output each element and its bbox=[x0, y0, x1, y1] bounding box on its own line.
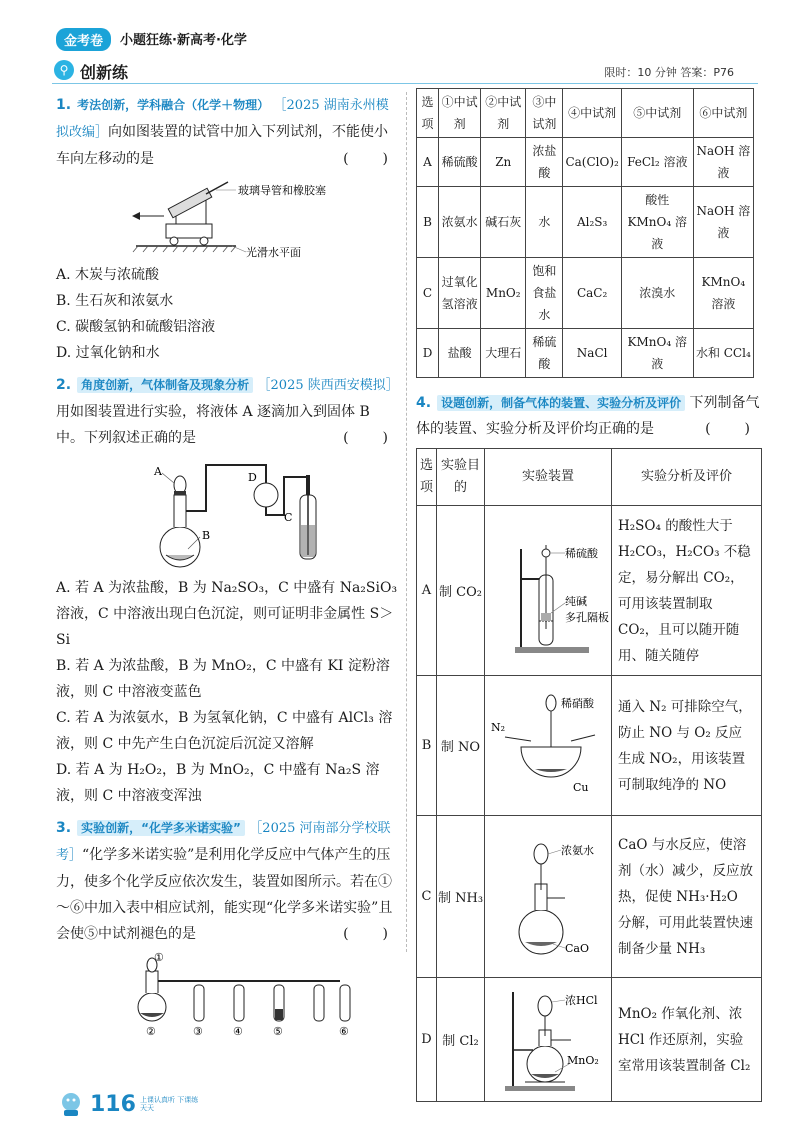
label-b: B bbox=[202, 529, 211, 542]
label-ammonia: 浓氨水 bbox=[561, 843, 594, 857]
answer-blank[interactable]: ( ) bbox=[343, 151, 390, 167]
table-cell: 大理石 bbox=[481, 329, 526, 378]
question-tag: 角度创新，气体制备及现象分析 bbox=[77, 377, 253, 393]
question-2 bbox=[56, 372, 400, 451]
label-porous-plate: 多孔隔板 bbox=[565, 610, 609, 624]
apparatus-cell bbox=[485, 506, 612, 676]
question-1 bbox=[56, 92, 400, 172]
analysis-text: CaO 与水反应，使溶剂（水）减少，反应放热，促使 NH₃·H₂O 分解，可用此装置快速制备少量 NH₃ bbox=[612, 816, 762, 978]
column-header: ④中试剂 bbox=[563, 89, 621, 138]
table-cell: A bbox=[417, 138, 439, 187]
experiment-aim: 制 NO bbox=[437, 676, 485, 816]
table-cell: 浓氨水 bbox=[439, 187, 481, 258]
table-cell: 盐酸 bbox=[439, 329, 481, 378]
table-cell: NaOH 溶液 bbox=[693, 187, 753, 258]
question-number: 3. bbox=[56, 820, 72, 836]
question-source: ［2025 陕西西安模拟］ bbox=[257, 378, 399, 393]
table-cell: FeCl₂ 溶液 bbox=[621, 138, 693, 187]
label-conc-hcl: 浓HCl bbox=[565, 993, 598, 1007]
label-c: C bbox=[284, 511, 293, 524]
table-cell: B bbox=[417, 187, 439, 258]
label-cao: CaO bbox=[565, 941, 589, 955]
column-header: ③中试剂 bbox=[526, 89, 563, 138]
mascot-icon bbox=[56, 1090, 86, 1118]
question-tag: 考法创新，学科融合（化学＋物理） bbox=[77, 98, 270, 112]
column-header: 选项 bbox=[417, 89, 439, 138]
label-d: D bbox=[248, 471, 257, 484]
table-cell: 水和 CCl₄ bbox=[693, 329, 753, 378]
label-mno2: MnO₂ bbox=[567, 1053, 599, 1067]
label-floor: 光滑水平面 bbox=[246, 246, 301, 258]
right-column bbox=[416, 88, 762, 1102]
question-4 bbox=[416, 390, 762, 442]
label-nitric-acid: 稀硝酸 bbox=[561, 696, 594, 710]
label-1: ① bbox=[154, 951, 164, 964]
table-cell: MnO₂ bbox=[481, 258, 526, 329]
analysis-text: 通入 N₂ 可排除空气，防止 NO 与 O₂ 反应生成 NO₂，用该装置可制取纯净的 NO bbox=[612, 676, 762, 816]
column-header: 选项 bbox=[417, 449, 437, 506]
question-stem: “化学多米诺实验”是利用化学反应中气体产生的压力，使多个化学反应依次发生，装置如图所示。若在①～⑥中加入表中相应试剂，能实现“化学多米诺实验”且会使⑤中试剂褪色的是 bbox=[56, 847, 393, 942]
label-tube: 玻璃导管和橡胶塞 bbox=[238, 184, 326, 197]
table-cell: 酸性 KMnO₄ 溶液 bbox=[621, 187, 693, 258]
question-source: ［2025 河南部分学校联考］ bbox=[56, 821, 391, 863]
experiment-aim: 制 NH₃ bbox=[437, 816, 485, 978]
no-apparatus-diagram bbox=[485, 679, 611, 809]
experiment-aim: 制 CO₂ bbox=[437, 506, 485, 676]
option-a[interactable]: A. 木炭与浓硫酸 bbox=[56, 267, 160, 283]
question-3 bbox=[56, 815, 400, 947]
time-info: 限时：10 分钟 答案：P76 bbox=[604, 66, 734, 79]
q3-reagent-table bbox=[416, 88, 754, 378]
cart-diagram bbox=[56, 176, 400, 258]
option-label: D bbox=[417, 978, 437, 1102]
figure-cart bbox=[56, 176, 400, 258]
option-label: C bbox=[417, 816, 437, 978]
question-number: 1. bbox=[56, 97, 72, 113]
table-cell: Ca(ClO)₂ bbox=[563, 138, 621, 187]
table-cell: KMnO₄ 溶液 bbox=[693, 258, 753, 329]
footer-slogan: 上课认真听 下课练天天 bbox=[140, 1096, 199, 1112]
figure-gas-apparatus bbox=[56, 455, 400, 571]
option-d[interactable]: D. 若 A 为 H₂O₂，B 为 MnO₂，C 中盛有 Na₂S 溶液，则 C 中溶液变浑浊 bbox=[56, 762, 380, 804]
table-cell: 碱石灰 bbox=[481, 187, 526, 258]
cl2-apparatus-diagram bbox=[485, 980, 611, 1096]
analysis-text: H₂SO₄ 的酸性大于 H₂CO₃，H₂CO₃ 不稳定，易分解出 CO₂，可用该装置制取 CO₂，且可以随开随用、随关随停 bbox=[612, 506, 762, 676]
question-number: 4. bbox=[416, 395, 432, 411]
page-header bbox=[56, 26, 756, 50]
table-cell: 水 bbox=[526, 187, 563, 258]
brand-badge: 金考卷 bbox=[56, 28, 111, 51]
page-number: 116 bbox=[90, 1092, 136, 1117]
option-label: A bbox=[417, 506, 437, 676]
question-source: ［2025 湖南永州模拟改编］ bbox=[56, 98, 389, 140]
label-soda: 纯碱 bbox=[565, 594, 587, 608]
experiment-aim: 制 Cl₂ bbox=[437, 978, 485, 1102]
column-header: ⑥中试剂 bbox=[693, 89, 753, 138]
magnifier-icon: ⚲ bbox=[54, 60, 74, 80]
table-cell: CaC₂ bbox=[563, 258, 621, 329]
table-cell: NaOH 溶液 bbox=[693, 138, 753, 187]
option-c[interactable]: C. 若 A 为浓氨水，B 为氢氧化钠，C 中盛有 AlCl₃ 溶液，则 C 中先产生白色沉淀后沉淀又溶解 bbox=[56, 710, 393, 752]
section-title: 创新练 bbox=[80, 63, 129, 82]
nh3-apparatus-diagram bbox=[485, 820, 611, 970]
option-c[interactable]: C. 碳酸氢钠和硫酸铝溶液 bbox=[56, 319, 216, 335]
option-b[interactable]: B. 若 A 为浓盐酸，B 为 MnO₂，C 中盛有 KI 淀粉溶液，则 C 中溶液变蓝色 bbox=[56, 658, 390, 700]
table-header-row bbox=[417, 449, 762, 506]
apparatus-cell bbox=[485, 816, 612, 978]
column-header: ②中试剂 bbox=[481, 89, 526, 138]
apparatus-cell bbox=[485, 676, 612, 816]
table-row[interactable] bbox=[417, 329, 754, 378]
q4-apparatus-table bbox=[416, 448, 762, 1102]
column-header: ①中试剂 bbox=[439, 89, 481, 138]
label-2: ② bbox=[146, 1025, 156, 1037]
table-cell: C bbox=[417, 258, 439, 329]
table-row[interactable] bbox=[417, 187, 754, 258]
answer-blank[interactable]: ( ) bbox=[343, 926, 390, 942]
label-acid: 稀硫酸 bbox=[565, 546, 598, 560]
table-row[interactable] bbox=[417, 978, 762, 1102]
table-row[interactable] bbox=[417, 676, 762, 816]
option-label: B bbox=[417, 676, 437, 816]
option-a[interactable]: A. 若 A 为浓盐酸，B 为 Na₂SO₃，C 中盛有 Na₂SiO₃ 溶液，C 中溶液出现白色沉淀，则可证明非金属性 S＞Si bbox=[56, 580, 398, 648]
answer-blank[interactable]: ( ) bbox=[705, 421, 752, 437]
table-header-row bbox=[417, 89, 754, 138]
option-d[interactable]: D. 过氧化钠和水 bbox=[56, 345, 160, 361]
answer-blank[interactable]: ( ) bbox=[343, 430, 390, 446]
question-tag: 设题创新，制备气体的装置、实验分析及评价 bbox=[437, 395, 685, 411]
table-cell: D bbox=[417, 329, 439, 378]
column-header: ⑤中试剂 bbox=[621, 89, 693, 138]
table-row[interactable] bbox=[417, 506, 762, 676]
column-header: 实验装置 bbox=[485, 449, 612, 506]
question-stem: 用如图装置进行实验，将液体 A 逐滴加入到固体 B 中。下列叙述正确的是 bbox=[56, 404, 370, 446]
column-header: 实验目的 bbox=[437, 449, 485, 506]
table-row[interactable] bbox=[417, 258, 754, 329]
table-cell: 稀硫酸 bbox=[439, 138, 481, 187]
figure-domino bbox=[56, 951, 400, 1037]
table-cell: 过氧化氢溶液 bbox=[439, 258, 481, 329]
table-cell: NaCl bbox=[563, 329, 621, 378]
question-stem: 下列制备气体的装置、实验分析及评价均正确的是 bbox=[416, 395, 760, 437]
gas-apparatus-diagram bbox=[56, 455, 400, 571]
table-cell: 饱和食盐水 bbox=[526, 258, 563, 329]
table-row[interactable] bbox=[417, 138, 754, 187]
table-cell: 稀硫酸 bbox=[526, 329, 563, 378]
apparatus-cell bbox=[485, 978, 612, 1102]
label-6: ⑥ bbox=[339, 1025, 349, 1037]
section-bar bbox=[52, 58, 758, 84]
question-tag: 实验创新，“化学多米诺实验” bbox=[77, 820, 245, 836]
table-cell: 浓盐酸 bbox=[526, 138, 563, 187]
left-column bbox=[56, 92, 400, 1041]
series-title: 小题狂练·新高考·化学 bbox=[120, 33, 247, 48]
co2-apparatus-diagram bbox=[485, 509, 611, 669]
label-5: ⑤ bbox=[273, 1025, 283, 1037]
table-cell: 浓溴水 bbox=[621, 258, 693, 329]
domino-diagram bbox=[56, 951, 400, 1037]
question-stem: 向如图装置的试管中加入下列试剂，不能使小车向左移动的是 bbox=[56, 124, 389, 167]
label-3: ③ bbox=[193, 1025, 203, 1037]
label-4: ④ bbox=[233, 1025, 243, 1037]
label-n2: N₂ bbox=[491, 720, 506, 734]
table-cell: KMnO₄ 溶液 bbox=[621, 329, 693, 378]
label-a: A bbox=[154, 465, 162, 478]
question-number: 2. bbox=[56, 377, 72, 393]
table-row[interactable] bbox=[417, 816, 762, 978]
column-header: 实验分析及评价 bbox=[612, 449, 762, 506]
label-cu: Cu bbox=[573, 780, 589, 794]
column-divider bbox=[406, 92, 407, 952]
table-cell: Zn bbox=[481, 138, 526, 187]
analysis-text: MnO₂ 作氧化剂、浓 HCl 作还原剂，实验室常用该装置制备 Cl₂ bbox=[612, 978, 762, 1102]
option-b[interactable]: B. 生石灰和浓氨水 bbox=[56, 293, 174, 309]
table-cell: Al₂S₃ bbox=[563, 187, 621, 258]
